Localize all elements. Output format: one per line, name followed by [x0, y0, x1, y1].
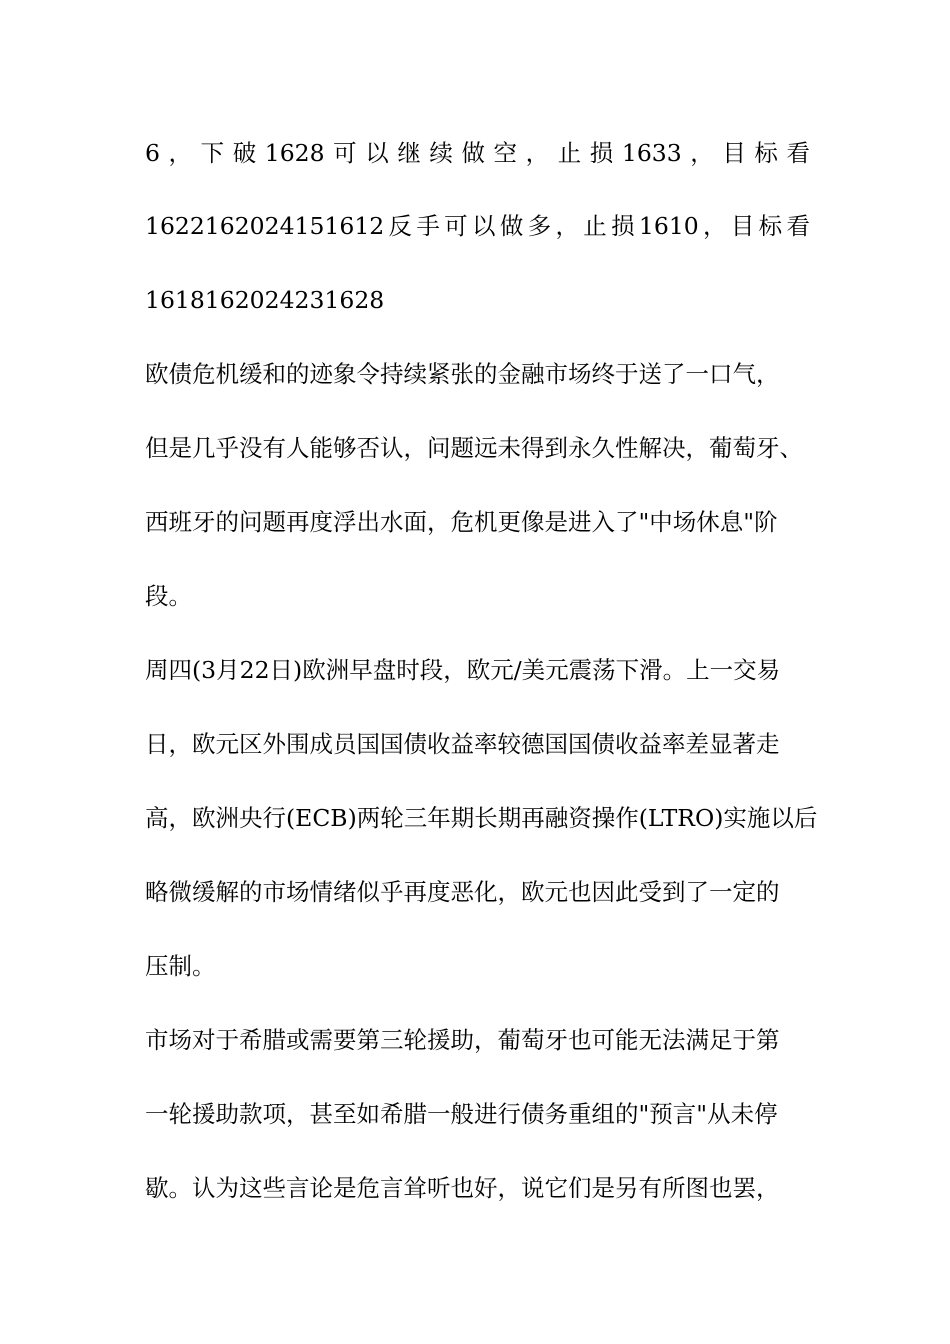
text-line: 压制。: [145, 952, 216, 980]
text-line: 但是几乎没有人能够否认，问题远未得到永久性解决，葡萄牙、: [145, 434, 803, 462]
text-line: 欧债危机缓和的迹象令持续紧张的金融市场终于送了一口气，: [145, 360, 780, 388]
text-line: 市场对于希腊或需要第三轮援助，葡萄牙也可能无法满足于第: [145, 1026, 780, 1054]
text-line: 日，欧元区外围成员国国债收益率较德国国债收益率差显著走: [145, 730, 780, 758]
text-line: 段。: [145, 582, 192, 610]
text-line: 1622162024151612反手可以做多，止损1610，目标看: [145, 212, 810, 240]
text-line: 高，欧洲央行(ECB)两轮三年期长期再融资操作(LTRO)实施以后: [145, 804, 818, 832]
text-line: 歇。认为这些言论是危言耸听也好，说它们是另有所图也罢，: [145, 1174, 780, 1202]
text-line: 6，下破1628可以继续做空，止损1633，目标看: [145, 139, 810, 167]
text-line: 周四(3月22日)欧洲早盘时段，欧元/美元震荡下滑。上一交易: [145, 656, 781, 684]
text-line: 略微缓解的市场情绪似乎再度恶化，欧元也因此受到了一定的: [145, 878, 780, 906]
text-line: 1618162024231628: [145, 286, 385, 314]
text-line: 西班牙的问题再度浮出水面，危机更像是进入了"中场休息"阶: [145, 508, 778, 536]
text-line: 一轮援助款项，甚至如希腊一般进行债务重组的"预言"从未停: [145, 1100, 778, 1128]
